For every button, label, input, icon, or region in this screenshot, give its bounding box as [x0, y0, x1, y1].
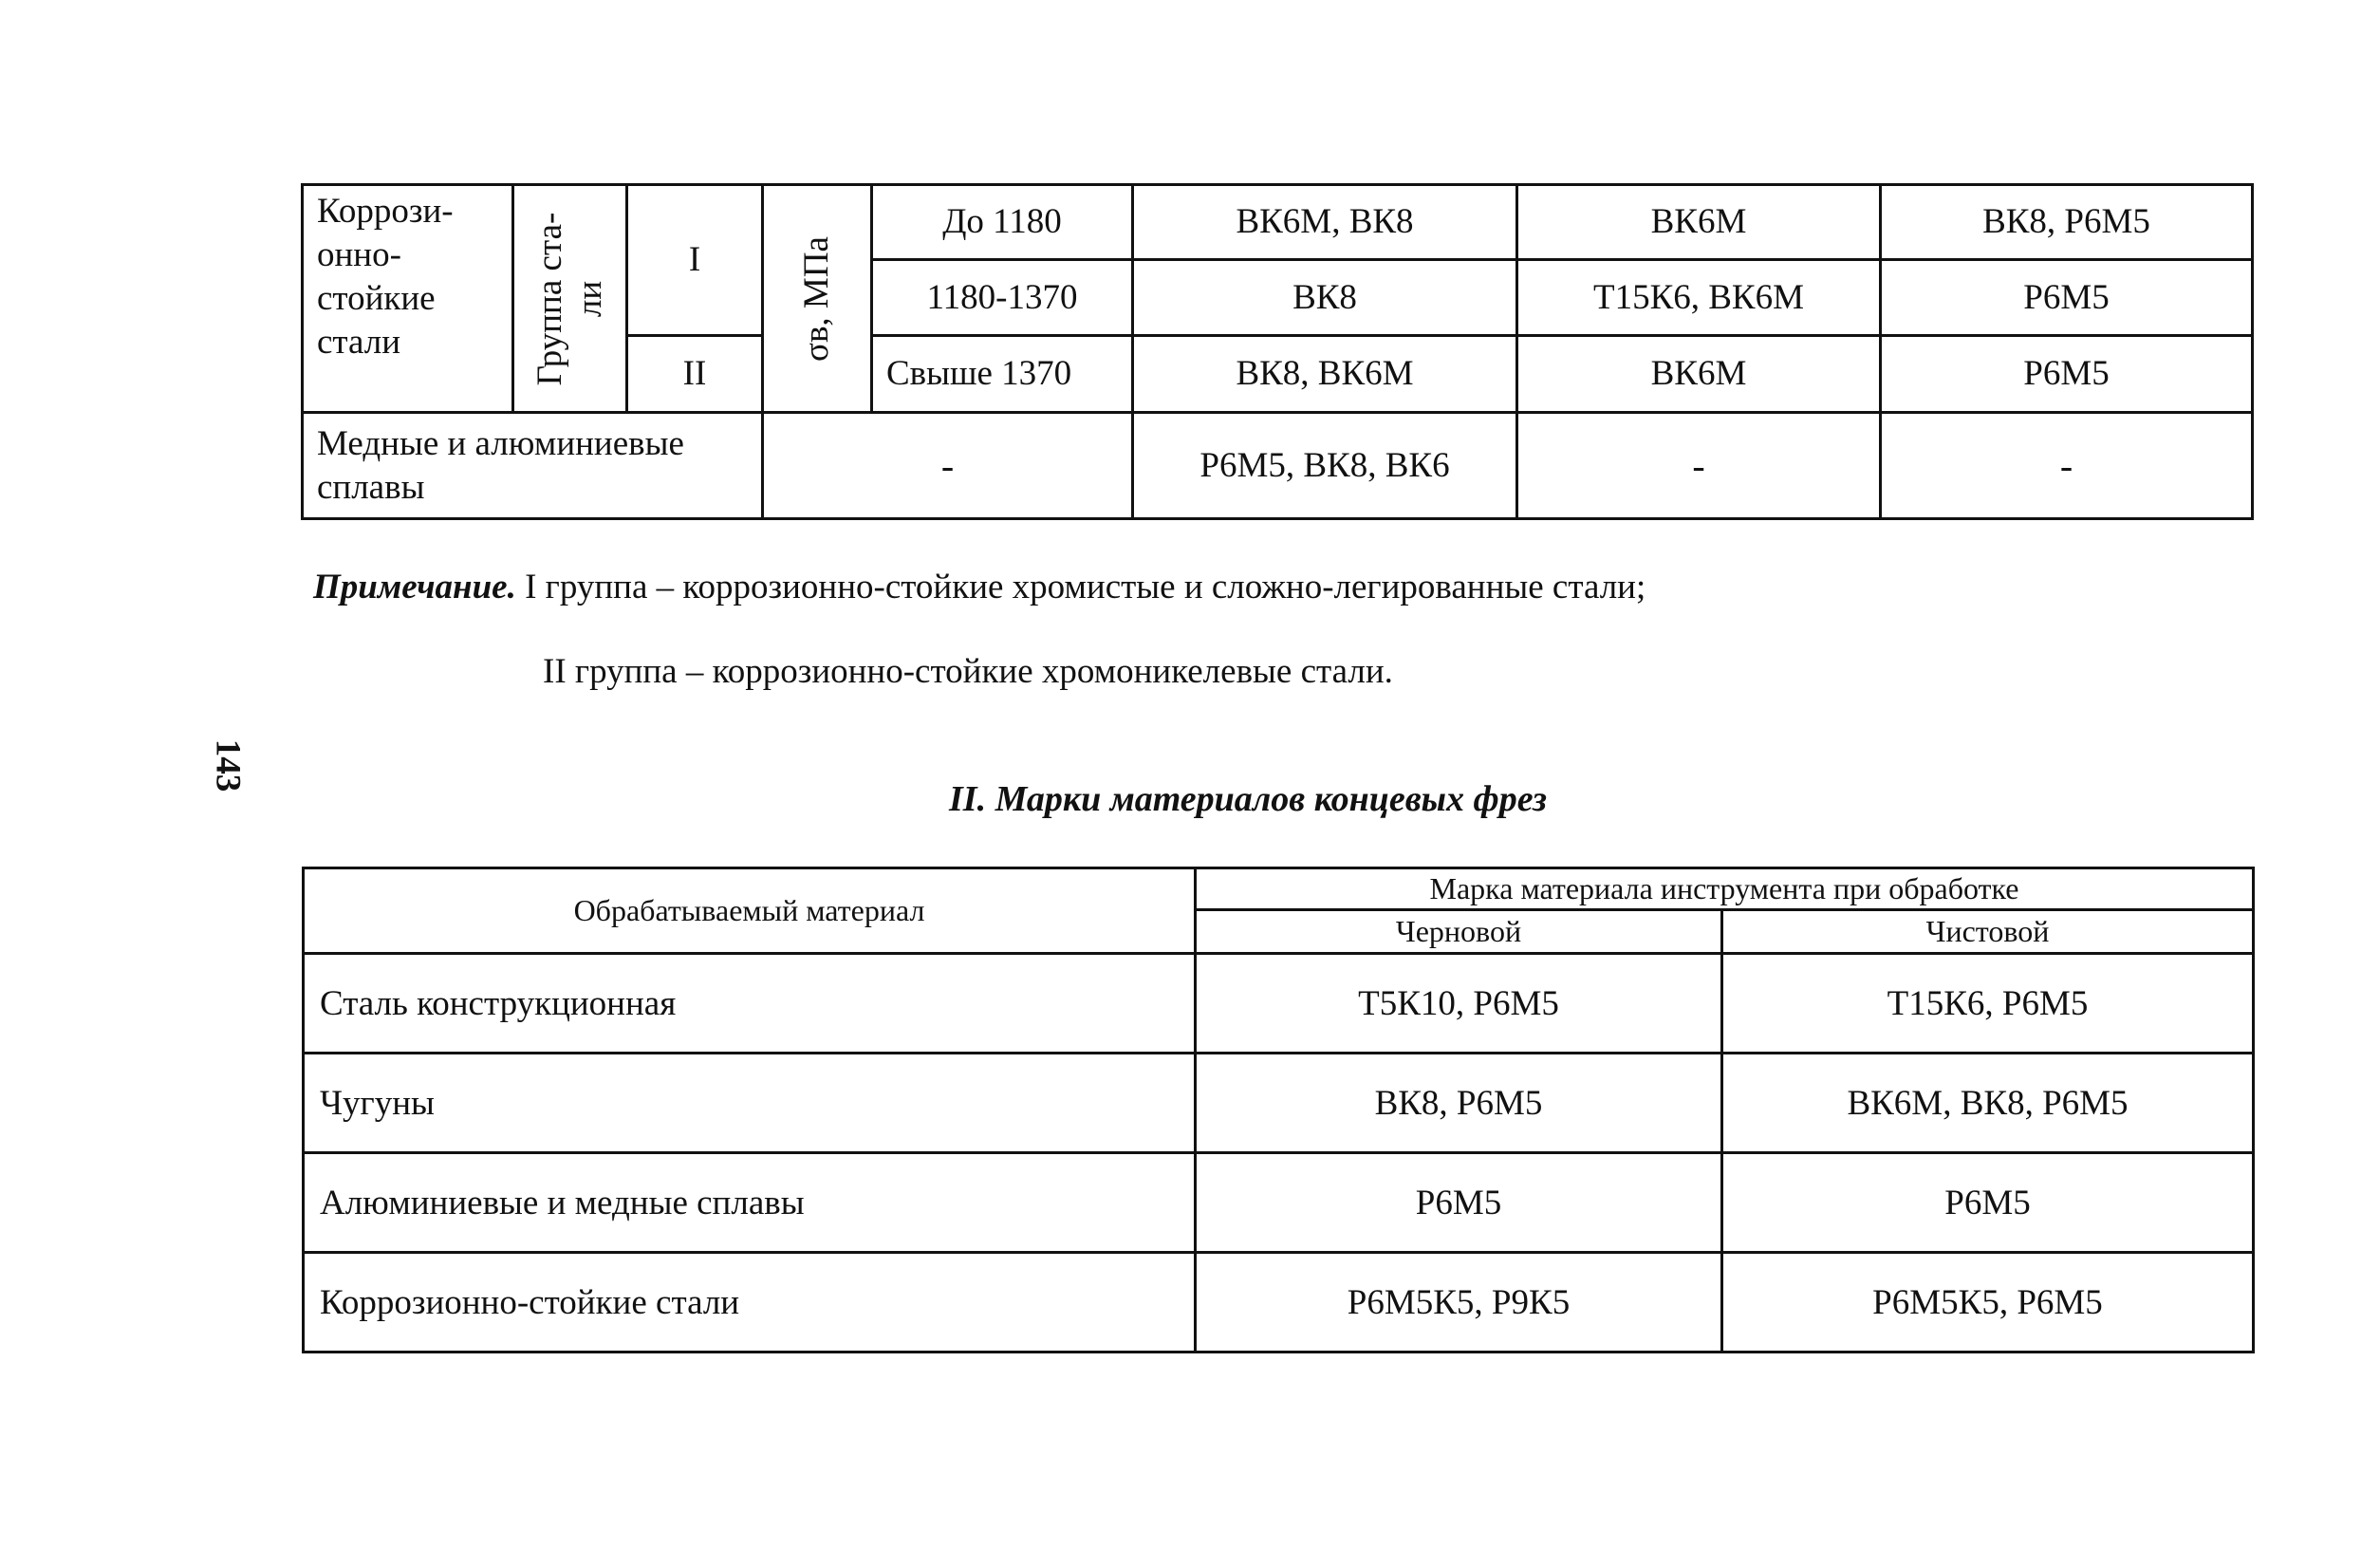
- rough-cell: Р6М5К5, Р9К5: [1196, 1253, 1722, 1352]
- group-I-cell: I: [627, 185, 763, 336]
- grade-cell: Р6М5: [1881, 260, 2253, 336]
- finish-cell: Р6М5К5, Р6М5: [1722, 1253, 2254, 1352]
- range-cell: 1180-1370: [872, 260, 1133, 336]
- header-tool-grade: Марка материала инструмента при обработке: [1196, 868, 2254, 910]
- header-rough: Черновой: [1196, 910, 1722, 954]
- end-mill-materials-table: [302, 867, 2255, 1353]
- table-row: [304, 954, 2254, 1054]
- grade-cell: ВК6М: [1517, 185, 1881, 260]
- page-number: 143: [208, 738, 248, 793]
- material-cell: Коррозионно-стойкие стали: [304, 1253, 1196, 1352]
- material-label: Медные и алюминиевые сплавы: [317, 423, 684, 507]
- sigma-label: σв, МПа: [797, 235, 836, 362]
- grade-cell: -: [1881, 413, 2253, 519]
- range-cell: До 1180: [872, 185, 1133, 260]
- rough-cell: ВК8, Р6М5: [1196, 1054, 1722, 1153]
- material-label: Коррози- онно- стойкие стали: [317, 192, 454, 362]
- material-cell: Чугуны: [304, 1054, 1196, 1153]
- grade-cell: ВК6М, ВК8: [1133, 185, 1517, 260]
- steel-group-label: Группа ста- ли: [530, 212, 609, 385]
- range-cell: Свыше 1370: [872, 336, 1133, 413]
- finish-cell: Р6М5: [1722, 1153, 2254, 1253]
- material-cell-corrosion: [303, 185, 513, 413]
- grade-cell: Р6М5, ВК8, ВК6: [1133, 413, 1517, 519]
- material-cell: Сталь конструкционная: [304, 954, 1196, 1054]
- grade-cell: ВК8: [1133, 260, 1517, 336]
- header-finish: Чистовой: [1722, 910, 2254, 954]
- group-II-cell: II: [627, 336, 763, 413]
- material-cell-copper-aluminum: [303, 413, 763, 519]
- table-row: [304, 1054, 2254, 1153]
- range-cell: -: [763, 413, 1133, 519]
- grade-cell: -: [1517, 413, 1881, 519]
- header-material: Обрабатываемый материал: [304, 868, 1196, 954]
- table-row: [304, 1253, 2254, 1352]
- grade-cell: Т15К6, ВК6М: [1517, 260, 1881, 336]
- sigma-header: [763, 185, 872, 413]
- note-line-2: II группа – коррозионно-стойкие хромоникелевые стали.: [543, 652, 1393, 691]
- note-text-1: I группа – коррозионно-стойкие хромистые и сложно-легированные стали;: [515, 568, 1646, 606]
- finish-cell: ВК6М, ВК8, Р6М5: [1722, 1054, 2254, 1153]
- rough-cell: Т5К10, Р6М5: [1196, 954, 1722, 1054]
- rough-cell: Р6М5: [1196, 1153, 1722, 1253]
- finish-cell: Т15К6, Р6М5: [1722, 954, 2254, 1054]
- steel-group-header: [513, 185, 627, 413]
- note-label: Примечание.: [313, 568, 516, 606]
- grade-cell: ВК6М: [1517, 336, 1881, 413]
- materials-table-continued: [301, 183, 2254, 520]
- grade-cell: ВК8, ВК6М: [1133, 336, 1517, 413]
- material-cell: Алюминиевые и медные сплавы: [304, 1153, 1196, 1253]
- section-heading: II. Марки материалов концевых фрез: [949, 779, 1547, 819]
- grade-cell: Р6М5: [1881, 336, 2253, 413]
- note-line-1: [313, 567, 1646, 607]
- table-row: [304, 1153, 2254, 1253]
- grade-cell: ВК8, Р6М5: [1881, 185, 2253, 260]
